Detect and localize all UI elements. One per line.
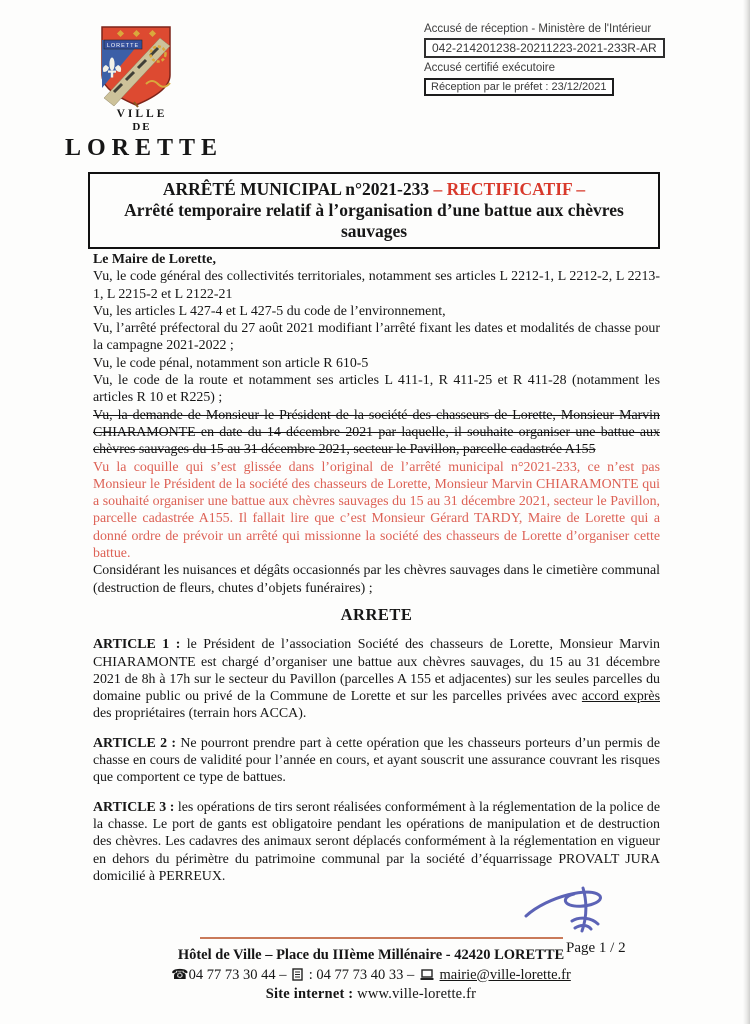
arrete-heading: ARRETE xyxy=(340,604,413,624)
dash-separator: – xyxy=(279,966,287,983)
article-2-text: Ne pourront prendre part à cette opération que les chasseurs porteurs d’un permis de chasse en cours de validité pour l’année en cours, et ayant souscrit une assurance couvrant les risques que comportent ce type de battues. xyxy=(93,735,660,786)
fax-colon: : xyxy=(308,966,313,983)
footer xyxy=(0,946,742,1005)
vu-item-5: Vu, le code de la route et notamment ses articles L 411-1, R 411-25 et R 411-28 (notamment les articles R 10 et R225) ; xyxy=(93,373,660,406)
stamp-executory-label: Accusé certifié exécutoire xyxy=(424,62,556,74)
stamp-ar-number: 042-214201238-20211223-2021-233R-AR xyxy=(424,38,665,58)
address-line: Hôtel de Ville – Place du IIIème Millénaire - 42420 LORETTE xyxy=(177,947,565,963)
article-3-text: les opérations de tirs seront réalisées conformément à la réglementation de la police de la chasse. Le port de gants est obligatoire pendant les opérations de manipulation et de destruction des chèvres. Les cadavres des animaux seront déplacés conformément à la réglementation en vigueur en dehors du périmètre du patrimoine communal par la société d’équarrissage PROVALT JURA domicilié à PERREUX. xyxy=(93,799,661,884)
city-crest-icon xyxy=(95,22,177,110)
decree-number: ARRÊTÉ MUNICIPAL n°2021-233 xyxy=(162,179,430,199)
email-address: mairie@ville-lorette.fr xyxy=(439,966,571,983)
website-url: www.ville-lorette.fr xyxy=(357,986,477,1002)
article-3 xyxy=(93,799,660,885)
correction-paragraph: Vu la coquille qui s’est glissée dans l’original de l’arrêté municipal n°2021-233, ce n’est pas Monsieur le Président de la société des chasseurs de Lorette, Monsieur Marvin CHIARAMONTE qui a souhaité organiser une battue aux chèvres sauvages du 15 au 31 décembre 2021, secteur le Pavillon, parcelle cadastrée A155. Il fallait lire que c’est Monsieur Gérard TARDY, Maire de Lorette qui a donné ordre de prévoir un arrêté qui missionne la société des chasseurs de Lorette d’organiser cette battue. xyxy=(93,459,660,562)
vu-item-3: Vu, l’arrêté préfectoral du 27 août 2021 modifiant l’arrêté fixant les dates et modalités de chasse pour la campagne 2021-2022 ; xyxy=(93,321,660,354)
contact-line xyxy=(0,966,742,986)
brand-ville: VILLE xyxy=(116,108,168,120)
rectificatif-flag: – RECTIFICATIF – xyxy=(433,179,586,199)
vu-item-2: Vu, les articles L 427-4 et L 427-5 du code de l’environnement, xyxy=(93,303,446,319)
decree-body xyxy=(93,251,660,897)
fax-number: 04 77 73 40 33 xyxy=(316,966,404,983)
brand-city-name: LORETTE xyxy=(64,135,224,161)
decree-title-box xyxy=(88,172,660,249)
fax-icon xyxy=(292,968,303,981)
page-number: Page 1 / 2 xyxy=(566,940,626,956)
article-1-text-end: des propriétaires (terrain hors ACCA). xyxy=(93,706,307,722)
phone-number: 04 77 73 30 44 xyxy=(188,966,276,983)
decree-subtitle: Arrêté temporaire relatif à l’organisation d’une battue aux chèvres sauvages xyxy=(124,200,624,241)
website-line xyxy=(0,985,742,1005)
article-1-text: le Président de l’association Société des chasseurs de Lorette, Monsieur Marvin CHIARAMONTE est chargé d’organiser une battue aux chèvres sauvages, du 15 au 31 décembre 2021 de 8h à 17h sur le secteur du Pavillon (parcelles A 155 et adjacentes) sur les seules parcelles du domaine public ou privé de la Commune de Lorette et sur les parcelles privées avec xyxy=(93,637,660,705)
vu-item-1: Vu, le code général des collectivités territoriales, notamment ses articles L 2212-1, L 2212-2, L 2213-1, L 2215-2 et L 2122-21 xyxy=(93,269,660,302)
struck-paragraph: Vu, la demande de Monsieur le Président de la société des chasseurs de Lorette, Monsieur Marvin CHIARAMONTE en date du 14 décembre 2021 par laquelle, il souhaite organiser une battue aux chèvres sauvages du 15 au 31 décembre 2021, secteur le Pavillon, parcelle cadastrée A155 xyxy=(93,407,660,458)
article-3-label: ARTICLE 3 : xyxy=(93,799,175,815)
city-wordmark xyxy=(48,108,236,162)
stamp-reception-label: Accusé de réception - Ministère de l'Intérieur xyxy=(424,23,652,35)
article-1-label: ARTICLE 1 : xyxy=(93,637,181,653)
footer-separator-line xyxy=(200,937,563,939)
considerant-paragraph: Considérant les nuisances et dégâts occasionnés par les chèvres sauvages dans le cimetière communal (destruction de fleurs, chutes d’objets funéraires) ; xyxy=(93,563,660,596)
article-1-underlined: accord exprès xyxy=(581,689,660,705)
stamp-reception-date: Réception par le préfet : 23/12/2021 xyxy=(424,78,614,96)
scan-edge-shadow xyxy=(743,0,750,1024)
computer-icon xyxy=(420,969,434,981)
article-2 xyxy=(93,735,660,787)
decree-title-line1 xyxy=(96,179,652,200)
article-2-label: ARTICLE 2 : xyxy=(93,735,177,751)
brand-de: DE xyxy=(132,121,152,133)
addressee-line: Le Maire de Lorette, xyxy=(93,252,216,267)
website-label: Site internet : xyxy=(265,986,354,1002)
crest-banner-text: LORETTE xyxy=(106,43,140,49)
signature-mark xyxy=(520,884,626,936)
phone-icon: ☎ xyxy=(171,966,189,983)
article-1 xyxy=(93,636,660,722)
vu-item-4: Vu, le code pénal, notamment son article R 610-5 xyxy=(93,355,369,371)
reception-stamp xyxy=(424,21,665,96)
dash-separator-2: – xyxy=(407,966,415,983)
